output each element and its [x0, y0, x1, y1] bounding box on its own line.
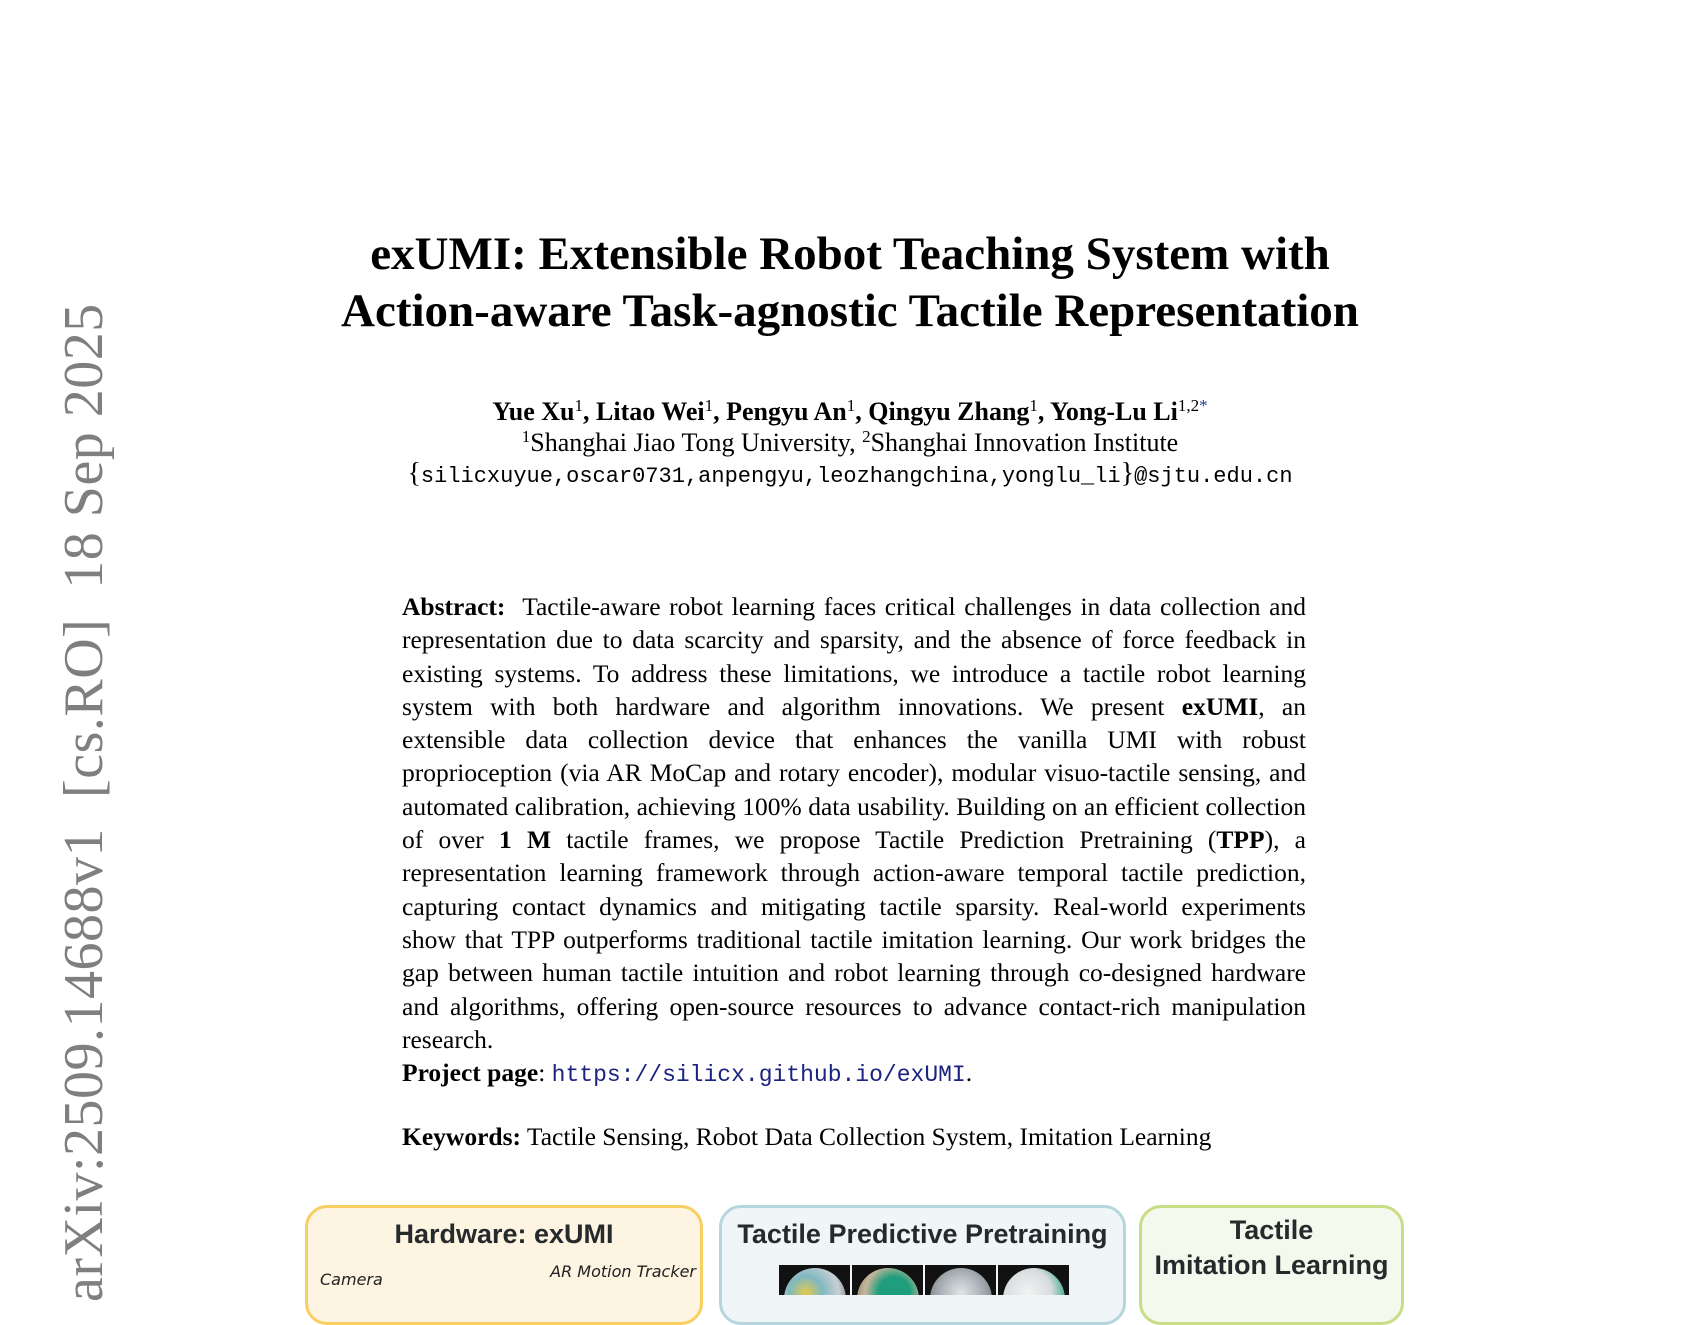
fisheye-image: [925, 1265, 996, 1295]
affiliation-mark: 1: [846, 396, 856, 415]
affiliation-mark: 1: [1029, 396, 1038, 415]
author-name: Yong-Lu Li: [1049, 397, 1178, 426]
author-name: Litao Wei: [596, 397, 705, 426]
ar-tracker-label: AR Motion Tracker: [550, 1262, 696, 1281]
abstract: Abstract: Tactile-aware robot learning faces critical challenges in data collection and representation due to data scarcity and sparsity, and the absence of force feedback in existing systems. To address these limitations, we introduce a tactile robot learning system with both hardware and algorithm innovations. We present exUMI, an extensible data collection device that enhances the vanilla UMI with robust proprioception (via AR MoCap and rotary encoder), modular visuo-tactile sensing, and automated calibration, achieving 100% data usability. Building on an efficient collection of over 1 M tactile frames, we propose Tactile Prediction Pretraining (TPP), a representation learning framework through action-aware temporal tactile prediction, capturing contact dynamics and mitigating tactile sparsity. Real-world experiments show that TPP outperforms traditional tactile imitation learning. Our work bridges the gap between human tactile intuition and robot learning through co-designed hardware and algorithms, offering open-source resources to advance contact-rich manipulation research. Project page: https://silicx.github.io/exUMI.: [402, 590, 1306, 1092]
panel-title: Tactile Predictive Pretraining: [737, 1219, 1108, 1249]
affiliation-name: Shanghai Jiao Tong University,: [530, 428, 856, 457]
keywords-text: Tactile Sensing, Robot Data Collection System, Imitation Learning: [526, 1122, 1212, 1151]
author-emails: {silicxuyue,oscar0731,anpengyu,leozhangchina,yonglu_li}@sjtu.edu.cn: [407, 458, 1293, 489]
camera-label: Camera: [320, 1270, 383, 1289]
title-line-2: Action-aware Task-agnostic Tactile Representation: [341, 285, 1359, 337]
panel-title: Tactile Imitation Learning: [1154, 1215, 1389, 1280]
author-name: Pengyu An: [726, 397, 847, 426]
abstract-label: Abstract:: [402, 592, 506, 621]
fisheye-image: [998, 1265, 1069, 1295]
arxiv-category: [cs.RO]: [53, 618, 115, 798]
title-line-1: exUMI: Extensible Robot Teaching System with: [370, 228, 1330, 280]
panel-title: Hardware: exUMI: [394, 1219, 614, 1249]
affiliation-name: Shanghai Innovation Institute: [870, 428, 1179, 457]
affiliation-number: 2: [862, 427, 871, 446]
keywords: [402, 1120, 1306, 1153]
affiliations: [0, 427, 1700, 458]
affiliation-mark: 1,2*: [1177, 396, 1208, 415]
project-page: Project page: https://silicx.github.io/exUMI.: [402, 1058, 973, 1089]
figure-panel-imitation-learning: [1139, 1205, 1404, 1325]
camera-thumbnails: [779, 1265, 1069, 1295]
figure-panel-tpp: [719, 1205, 1126, 1325]
affiliation-number: 1: [521, 427, 531, 446]
author-list: Yue Xu$^1$, Litao Wei$^1$, Pengyu An$^1$, Qingyu Zhang$^1$, Yong-Lu $Li^{1,2*}$: [492, 396, 1208, 426]
project-page-link[interactable]: https://silicx.github.io/exUMI: [551, 1062, 966, 1089]
affiliation-mark: 1: [574, 396, 584, 415]
corresponding-author-mark[interactable]: *: [1199, 396, 1208, 415]
fisheye-image: [852, 1265, 923, 1295]
paper-title: [0, 226, 1700, 340]
arxiv-id: arXiv:2509.14688v1: [53, 827, 115, 1302]
author-block: [0, 396, 1700, 492]
author-name: Yue Xu: [492, 397, 575, 426]
affiliation-mark: 1: [704, 396, 714, 415]
fisheye-image: [779, 1265, 850, 1295]
author-name: Qingyu Zhang: [868, 397, 1030, 426]
arxiv-date: 18 Sep 2025: [53, 303, 115, 589]
keywords-label: Keywords:: [402, 1122, 521, 1151]
figure-panel-hardware: [305, 1205, 703, 1325]
